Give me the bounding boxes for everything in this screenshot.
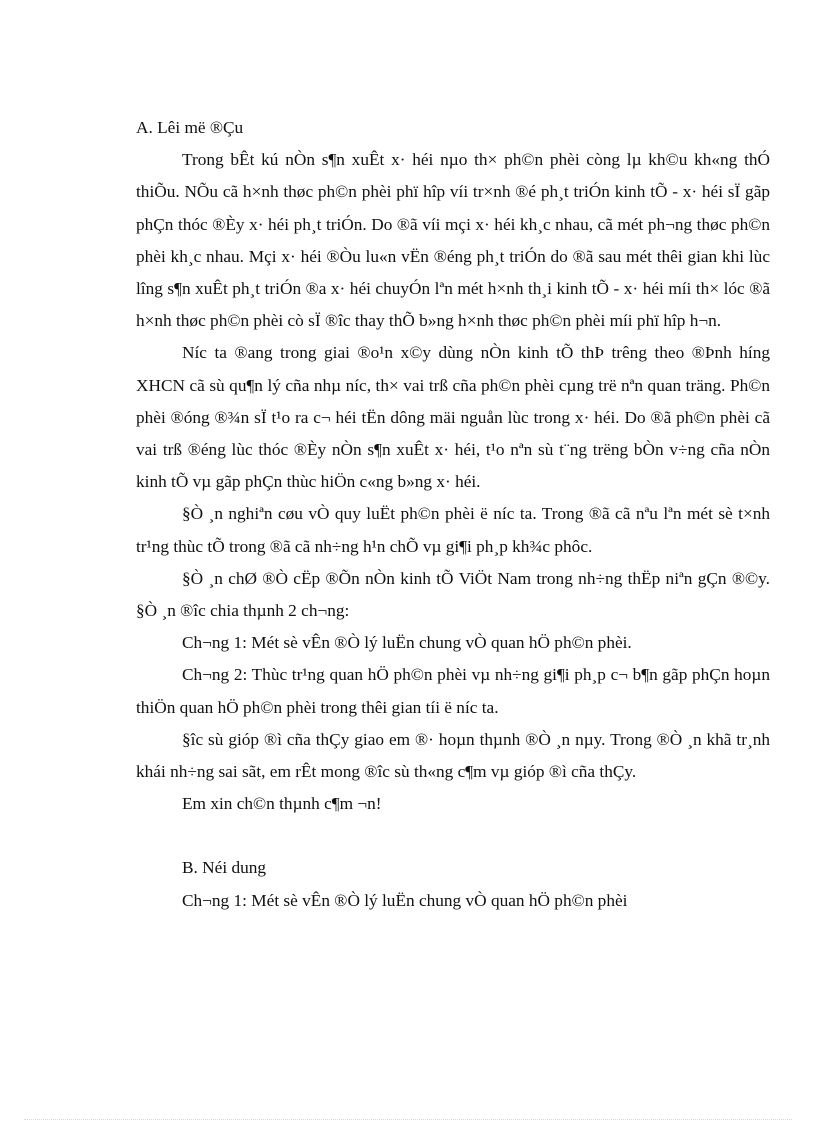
document-body: [136, 112, 770, 917]
paragraph-market-economy: Níc ta ®ang trong giai ®o¹n x©y dùng nÒn kinh tÕ thÞ trêng theo ®Þnh híng XHCN cã sù qu¶n lý cña nhµ níc, th× vai trß cña ph©n phèi cµng trë nªn quan träng. Ph©n phèi ®óng ®¾n sÏ t¹o ra c¬ héi tËn dông mäi nguån lùc trong x· héi. Do ®ã ph©n phèi cã vai trß ®éng lùc thóc ®Èy nÒn s¶n xuÊt x· héi, t¹o nªn sù t¨ng trëng bÒn v÷ng cña nÒn kinh tÕ vµ gãp phÇn thùc hiÖn c«ng b»ng x· héi.: [136, 343, 770, 492]
paragraph-intro: Trong bÊt kú nÒn s¶n xuÊt x· héi nµo th× ph©n phèi còng lµ kh©u kh«ng thÓ thiÕu. NÕu cã h×nh thøc ph©n phèi phï hîp víi tr×nh ®é ph¸t triÓn kinh tÕ - x· héi sÏ gãp phÇn thóc ®Èy x· héi ph¸t triÓn. Do ®ã víi mçi x· héi kh¸c nhau, cã mét ph¬ng thøc ph©n phèi kh¸c nhau. Mçi x· héi ®Òu lu«n vËn ®éng ph¸t triÓn do ®ã sau mét thêi gian khi lùc lîng s¶n xuÊt ph¸t triÓn ®a x· héi chuyÓn lªn mét h×nh th¸i kinh tÕ - x· héi míi th× lóc ®ã h×nh thøc ph©n phèi cò sÏ ®îc thay thÕ b»ng h×nh thøc ph©n phèi míi phï hîp h¬n.: [136, 150, 770, 331]
section-b-heading: B. Néi dung: [182, 858, 267, 878]
chapter-1-line: Ch¬ng 1: Mét sè vÊn ®Ò lý luËn chung vÒ quan hÖ ph©n phèi.: [182, 633, 632, 653]
section-a-heading: A. Lêi më ®Çu: [136, 118, 244, 137]
section-b-chapter-heading: Ch¬ng 1: Mét sè vÊn ®Ò lý luËn chung vÒ quan hÖ ph©n phèi: [182, 890, 628, 910]
paragraph-thanks: §îc sù gióp ®ì cña thÇy giao em ®· hoµn thµnh ®Ò ¸n nµy. Trong ®Ò ¸n khã tr¸nh khái nh÷ng sai sãt, em rÊt mong ®îc sù th«ng c¶m vµ gióp ®ì cña thÇy.: [136, 729, 770, 782]
paragraph-scope: §Ò ¸n chØ ®Ò cËp ®Õn nÒn kinh tÕ ViÖt Nam trong nh÷ng thËp niªn gÇn ®©y. §Ò ¸n ®îc chia thµnh 2 ch¬ng:: [136, 568, 770, 621]
chapter-2-paragraph: Ch¬ng 2: Thùc tr¹ng quan hÖ ph©n phèi vµ nh÷ng gi¶i ph¸p c¬ b¶n gãp phÇn hoµn thiÖn quan hÖ ph©n phèi trong thêi gian tíi ë níc ta.: [136, 665, 770, 717]
paragraph-research-topic: §Ò ¸n nghiªn cøu vÒ quy luËt ph©n phèi ë níc ta. Trong ®ã cã nªu lªn mét sè t×nh tr¹ng thùc tÕ trong ®ã cã nh÷ng h¹n chÕ vµ gi¶i ph¸p kh¾c phôc.: [136, 504, 770, 556]
closing-line: Em xin ch©n thµnh c¶m ¬n!: [182, 794, 382, 814]
page-bottom-divider: [24, 1119, 792, 1120]
section-spacer: [136, 820, 770, 852]
